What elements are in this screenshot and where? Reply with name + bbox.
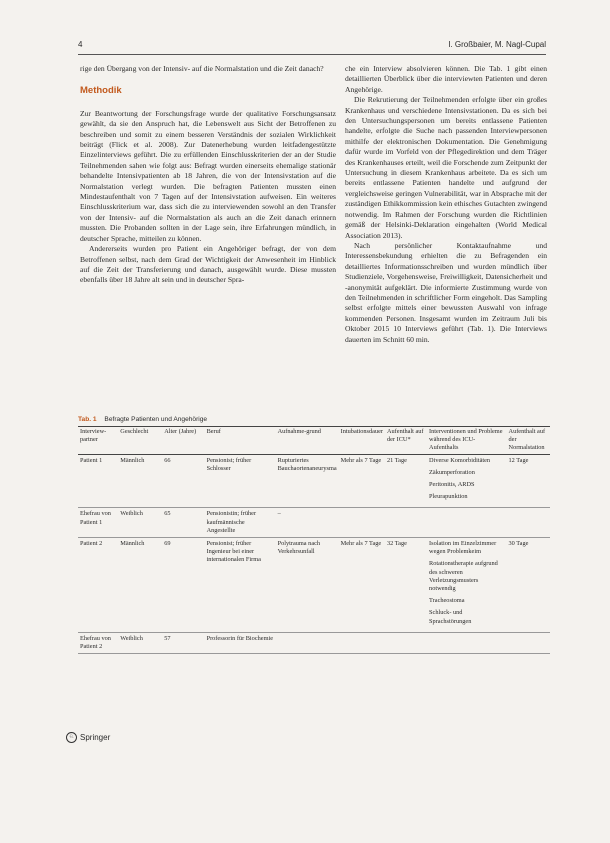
table-cell-reason: Rupturiertes Bauchaortenaneurysma xyxy=(276,454,339,508)
table-cell-reason xyxy=(276,632,339,653)
table-cell-sex: Weiblich xyxy=(118,508,162,538)
table-cell-partner: Ehefrau von Patient 1 xyxy=(78,508,118,538)
table-row xyxy=(78,508,550,538)
table-cell-ward xyxy=(507,632,550,653)
running-authors: I. Großbaier, M. Nagl-Cupal xyxy=(448,40,546,49)
right-column xyxy=(345,64,547,345)
table-cell-age: 66 xyxy=(162,454,204,508)
intervention-item: Peritonitis, ARDS xyxy=(429,481,475,489)
table-cell-icu xyxy=(385,508,427,538)
intervention-item: Diverse Komorbiditäten xyxy=(429,456,491,464)
table-cell-intubation: Mehr als 7 Tage xyxy=(339,538,385,633)
paragraph: Nach persönlicher Kontaktaufnahme und Interessensbekundung erhielten die zu Befragenden ein detailliertes Informationsschreiben und wurden mündlich über Studienziele, Vorgehensweise, Freiwilligkeit, Datensicherheit und -anonymität aufgeklärt. Die informierte Zustimmung wurde von den Teilnehmenden in schriftlicher Form eingeholt. Das Sampling selbst erfolgte mittels einer bewussten Auswahl von infrage kommenden Personen. Insgesamt wurden im Zeitraum Juli bis Oktober 2015 10 Interviews geführt (Tab. 1). Die Interviews dauerten im Schnitt 60 min. xyxy=(345,240,547,344)
table-cell-interventions xyxy=(427,454,506,508)
footer xyxy=(66,732,110,743)
table-cell-interventions xyxy=(427,508,506,538)
table-cell-job: Pensionist; früher Schlosser xyxy=(205,454,276,508)
intervention-item: Zäkumperforation xyxy=(429,468,475,476)
table-cell-age: 65 xyxy=(162,508,204,538)
table-column-header: Beruf xyxy=(205,427,276,455)
table-cell-ward xyxy=(507,508,550,538)
table-row xyxy=(78,538,550,633)
paragraph: che ein Interview absolvieren können. Die Tab. 1 gibt einen detaillierten Überblick über die interviewten Patienten und deren Angehörige. xyxy=(345,64,547,94)
table-cell-partner: Patient 2 xyxy=(78,538,118,633)
intervention-item: Isolation im Einzelzimmer wegen Problemkeim xyxy=(429,540,497,556)
table-cell-job: Pensionistin; früher kaufmännische Angestellte xyxy=(205,508,276,538)
table-cell-intubation xyxy=(339,508,385,538)
page-number: 4 xyxy=(78,40,83,49)
table-cell-interventions xyxy=(427,538,506,633)
table-caption xyxy=(78,416,550,423)
table-cell-sex: Männlich xyxy=(118,538,162,633)
table-cell-reason: – xyxy=(276,508,339,538)
paragraph: Zur Beantwortung der Forschungsfrage wurde der qualitative Forschungsansatz gewählt, da sie den Anspruch hat, die Lebenswelt aus Sicht der Betroffenen zu beschreiben und somit zu einem besseren Verständnis der sozialen Wirklichkeit beiträgt (Flick et al. 2008). Zur Datenerhebung wurden leitfadengestützte Einzelinterviews geführt. Die zu erfüllenden Einschlusskriterien der an der Studie Teilnehmenden sahen wie folgt aus: Befragt wurden einerseits ehemalige stationär behandelte Intensivpatienten ab 18 Jahren, die von der Intensivstation auf die Normalstation verlegt wurden. Die befragten Patienten mussten einen Mindestaufenthalt von 7 Tagen auf der Intensivstation aufweisen. Ein weiteres Einschlusskriterium war, dass sich die zu interviewenden sowohl an den Transfer von der Intensiv- auf die Normalstation als auch an die Zeit danach erinnern mussten. Die Probanden sollten in der Lage sein, ihre Erfahrungen mündlich, in deutscher Sprache, mitteilen zu können. xyxy=(80,108,336,243)
table-column-header: Aufnahme-grund xyxy=(276,427,339,455)
table-cell-interventions xyxy=(427,632,506,653)
table-cell-job: Professorin für Biochemie xyxy=(205,632,276,653)
table-cell-partner: Ehefrau von Patient 2 xyxy=(78,632,118,653)
table-cell-reason: Polytrauma nach Verkehrsunfall xyxy=(276,538,339,633)
running-header xyxy=(78,40,546,54)
table-cell-icu: 32 Tage xyxy=(385,538,427,633)
table-cell-sex: Männlich xyxy=(118,454,162,508)
table-cell-intubation xyxy=(339,632,385,653)
table-column-header: Intubationsdauer xyxy=(339,427,385,455)
table-column-header: Interview-partner xyxy=(78,427,118,455)
table-body xyxy=(78,454,550,654)
table-column-header: Aufenthalt auf der ICU* xyxy=(385,427,427,455)
table-cell-icu: 21 Tage xyxy=(385,454,427,508)
table-row xyxy=(78,454,550,508)
table-header-row xyxy=(78,427,550,455)
paragraph: Die Rekrutierung der Teilnehmenden erfolgte über ein großes Krankenhaus und verschiedene Intensivstationen. Da es sich bei den Untersuchungspersonen um bereits entlassene Patienten handelte, erfolgte die Suche nach passenden Interviewpersonen mithilfe der elektronischen Dokumentation. Die Genehmigung dafür wurde im Vorfeld von der Pflegedirektion und dem Träger des Krankenhauses erteilt, weil die Forschende zum Zeitpunkt der Untersuchung in diesem Krankenhaus arbeitete. Da es sich um bereits entlassene Patienten handelte und aufgrund der vergleichsweise geringen Vulnerabilität, war in Absprache mit der zuständigen Ethikkommission kein ethisches Gutachten zwingend notwendig. Im Rahmen der Forschung wurden die Richtlinien gemäß der Helsinki-Deklaration eingehalten (World Medical Association 2013). xyxy=(345,95,547,240)
left-column xyxy=(80,64,336,286)
table-cell-job: Pensionist; früher Ingenieur bei einer internationalen Firma xyxy=(205,538,276,633)
table-cell-sex: Weiblich xyxy=(118,632,162,653)
table-title: Befragte Patienten und Angehörige xyxy=(104,416,208,423)
table-column-header: Interventionen und Probleme während des ICU-Aufenthalts xyxy=(427,427,506,455)
header-divider xyxy=(78,54,546,55)
intro-text: rige den Übergang von der Intensiv- auf die Normalstation und die Zeit danach? xyxy=(80,64,324,73)
intervention-item: Tracheostoma xyxy=(429,597,465,605)
section-heading-methodik: Methodik xyxy=(80,85,122,97)
table-cell-ward: 30 Tage xyxy=(507,538,550,633)
table-cell-ward: 12 Tage xyxy=(507,454,550,508)
table-cell-icu xyxy=(385,632,427,653)
springer-logo-icon: ♘ xyxy=(66,732,77,743)
intervention-item: Rotationstherapie aufgrund des schweren Verletzungsmusters notwendig xyxy=(429,560,498,593)
table-label: Tab. 1 xyxy=(78,416,97,423)
table-column-header: Aufenthalt auf der Normalstation xyxy=(507,427,550,455)
table-cell-partner: Patient 1 xyxy=(78,454,118,508)
table-column-header: Geschlecht xyxy=(118,427,162,455)
table-1 xyxy=(78,416,550,654)
table-column-header: Alter (Jahre) xyxy=(162,427,204,455)
intervention-item: Pleurapunktion xyxy=(429,493,468,501)
table-cell-intubation: Mehr als 7 Tage xyxy=(339,454,385,508)
paragraph: Andererseits wurden pro Patient ein Angehöriger befragt, der von dem Betroffenen selbst, nach dem Grad der Wichtigkeit der Anwesenheit im Hinblick auf die Zeit der Transferierung und danach, ausgewählt wurde. Diese mussten ebenfalls über 18 Jahre alt sein und in deutscher Spra- xyxy=(80,244,336,285)
publisher-name: Springer xyxy=(80,733,111,742)
participants-table xyxy=(78,426,550,654)
table-cell-age: 57 xyxy=(162,632,204,653)
table-row xyxy=(78,632,550,653)
intervention-item: Schluck- und Sprachstörungen xyxy=(429,609,472,625)
table-cell-age: 69 xyxy=(162,538,204,633)
